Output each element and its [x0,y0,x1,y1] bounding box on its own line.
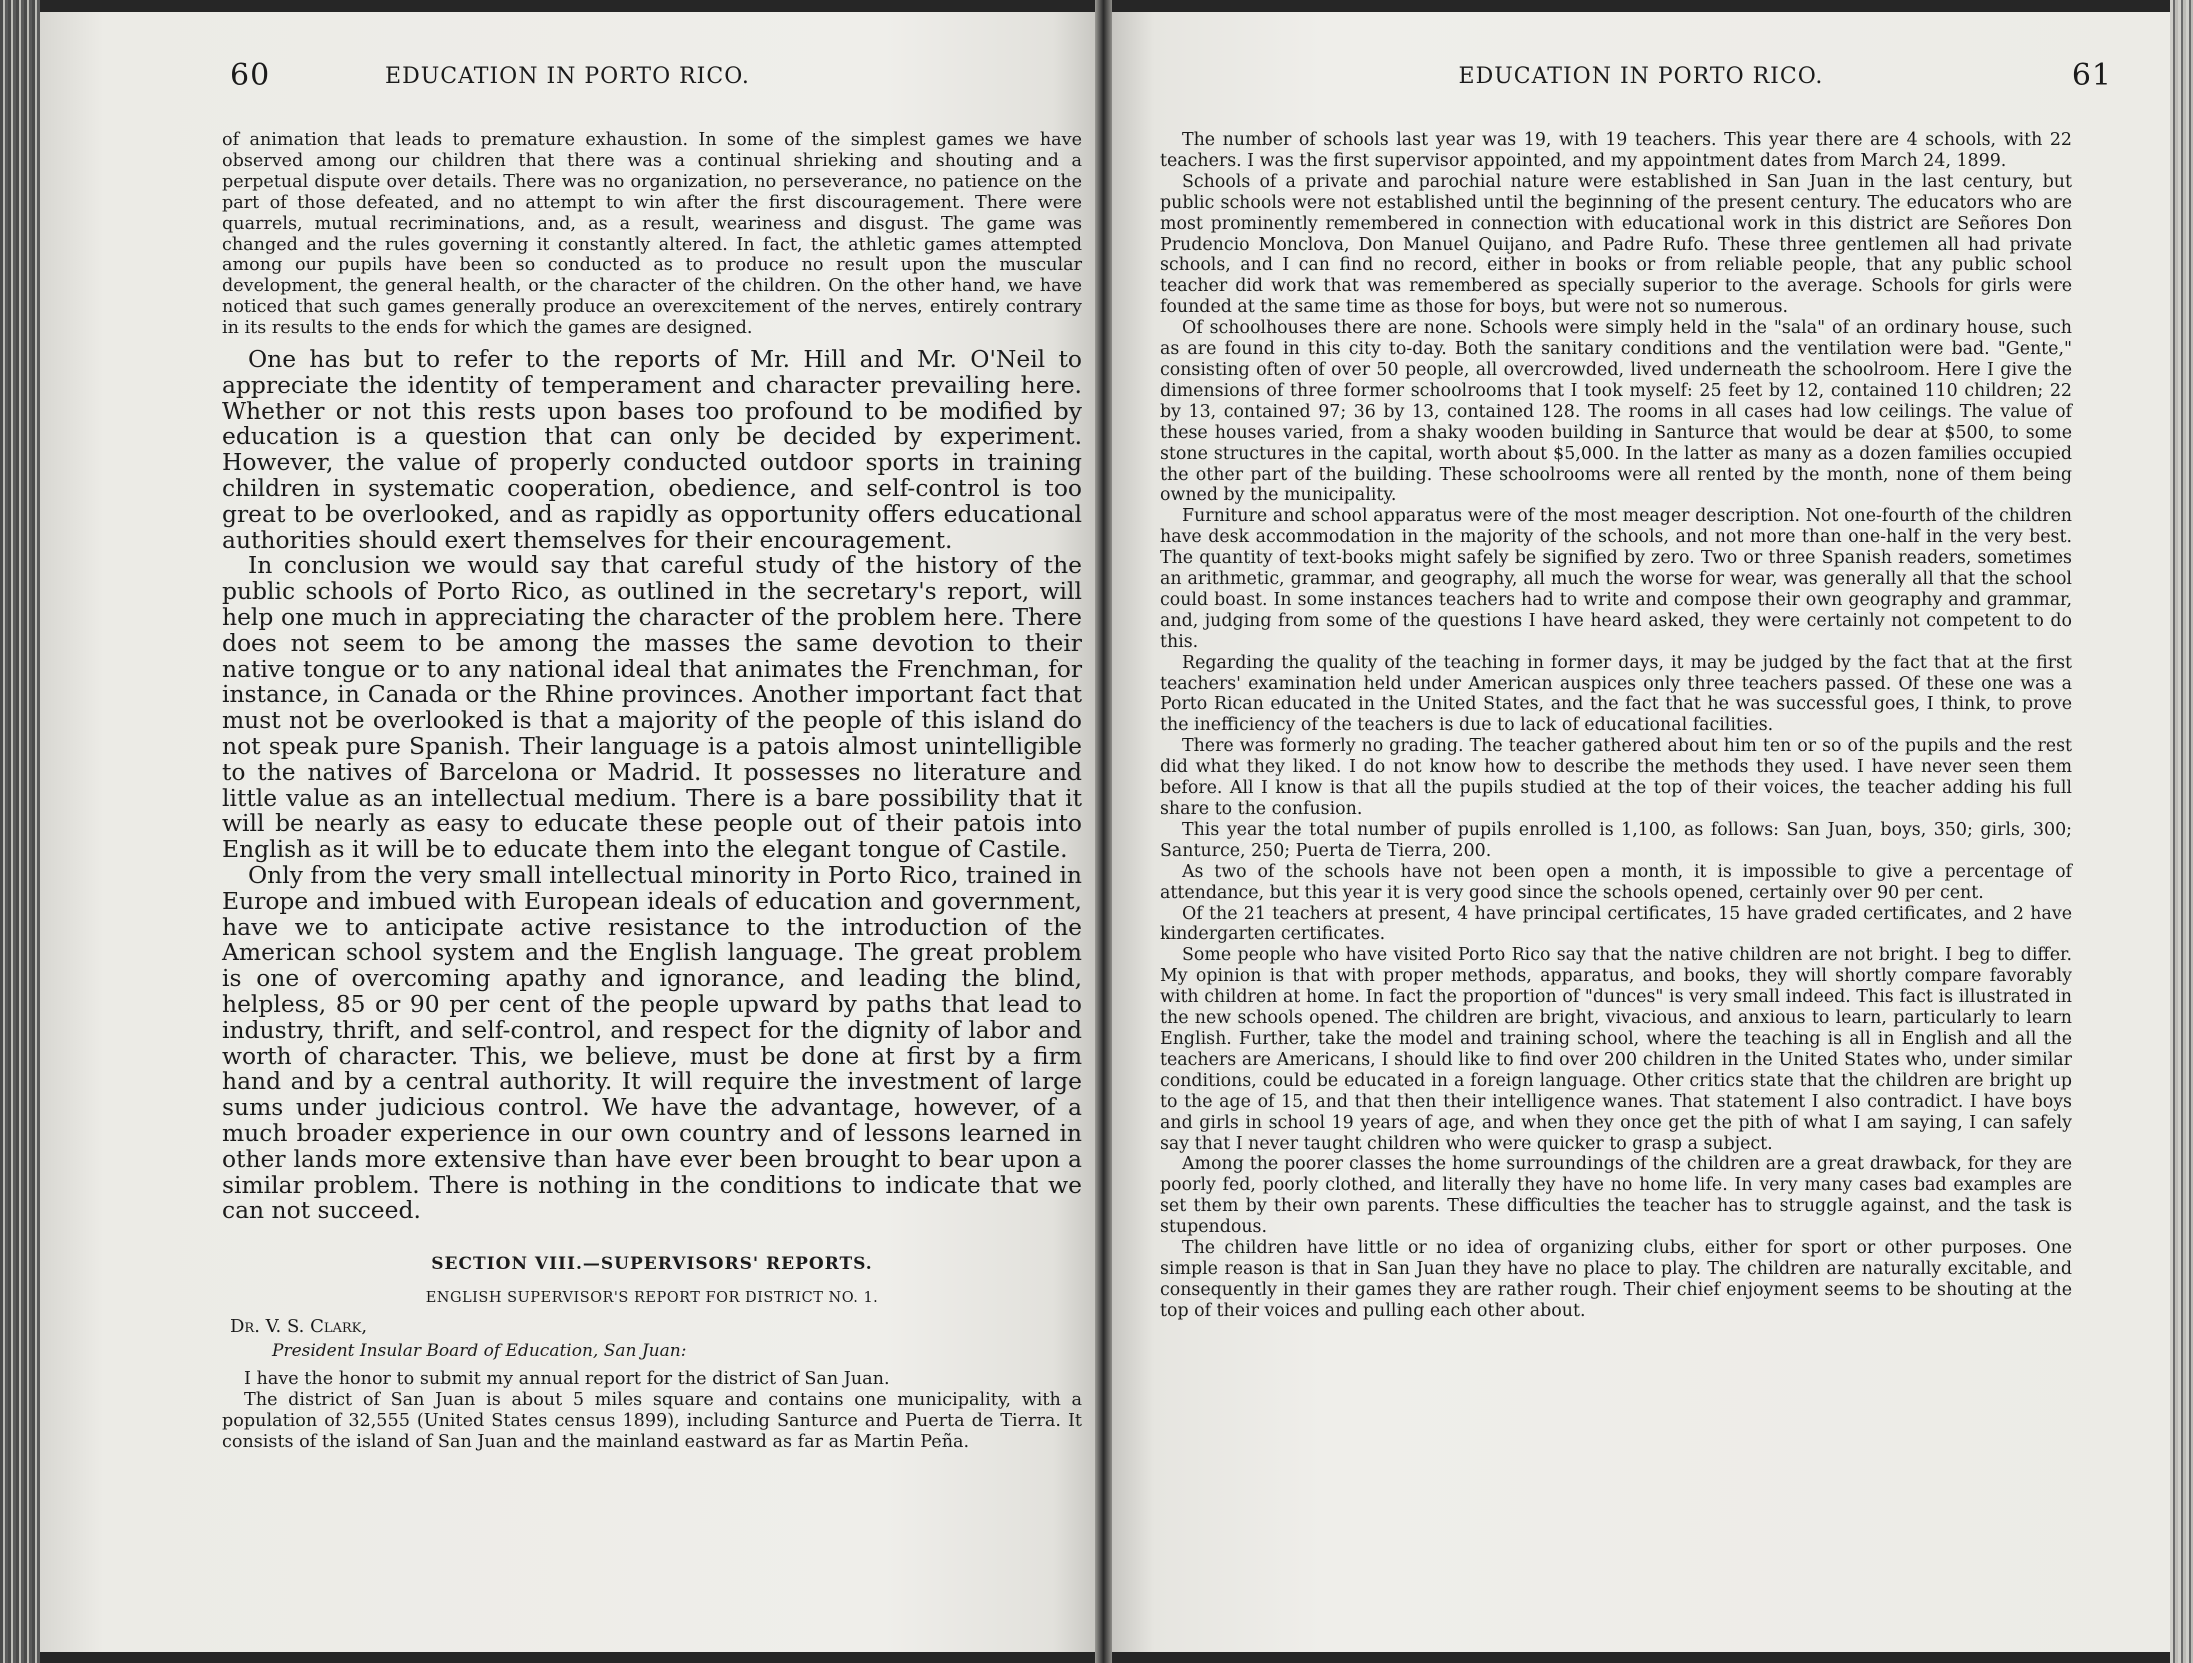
report-heading: ENGLISH SUPERVISOR'S REPORT FOR DISTRICT NO. 1. [425,1290,879,1307]
right-paragraph-4: Furniture and school apparatus were of the most meager description. Not one-fourth of the children have desk accommodation in the majority of the schools, and not more than one-half in the very best. The quantity of text-books might safely be signified by zero. Two or three Spanish readers, sometimes an arithmetic, grammar, and geography, all much the worse for wear, was generally all that the school could boast. In some instances teachers had to write and compose their own geography and grammar, and, judging from some of the questions I have heard asked, they were certainly not competent to do this. [1160,506,2072,652]
left-page [40,12,1095,1652]
section-heading: SECTION VIII.—SUPERVISORS' REPORTS. [431,1254,873,1275]
left-page-number: 60 [230,58,271,93]
right-paragraph-6: There was formerly no grading. The teacher gathered about him ten or so of the pupils and the rest did what they liked. I do not know how to describe the methods they used. I have never seen them before. All I know is that all the pupils studied at the top of their voices, the teacher adding his full share to the confusion. [1160,736,2072,819]
page-edges-right [2170,0,2193,1663]
left-quoted-paragraph: of animation that leads to premature exhaustion. In some of the simplest games we have observed among our children that there was a continual shrieking and shouting and a perpetual dispute over details. There was no organization, no perseverance, no patience on the part of those defeated, and no attempt to win after the first discouragement. There were quarrels, mutual recriminations, and, as a result, weariness and disgust. The game was changed and the rules governing it constantly altered. In fact, the athletic games attempted among our pupils have been so conducted as to produce no result upon the muscular development, the general health, or the character of the children. On the other hand, we have noticed that such games generally produce an overexcitement of the nerves, entirely contrary in its results to the ends for which the games are designed. [222,130,1082,339]
right-paragraph-5: Regarding the quality of the teaching in former days, it may be judged by the fact that at the first teachers' examination held under American auspices only three teachers passed. Of these one was a Porto Rican educated in the United States, and the fact that he was successful goes, I think, to prove the inefficiency of the teachers is due to lack of educational facilities. [1160,652,2072,736]
right-running-title: EDUCATION IN PORTO RICO. [1458,64,1824,89]
book-gutter [1095,0,1112,1663]
right-paragraph-12: The children have little or no idea of organizing clubs, either for sport or other purposes. One simple reason is that in San Juan they have no place to play. The children are naturally excitable, and consequently in their games they are rather rough. Their chief enjoyment seems to be shouting at the top of their voices and pulling each other about. [1160,1238,2072,1321]
right-paragraph-1: The number of schools last year was 19, with 19 teachers. This year there are 4 schools, with 22 teachers. I was the first supervisor appointed, and my appointment dates from March 24, 1899. [1160,130,2072,171]
right-paragraph-8: As two of the schools have not been open a month, it is impossible to give a percentage of attendance, but this year it is very good since the schools opened, certainly over 90 per cent. [1160,861,2072,903]
right-paragraph-3: Of schoolhouses there are none. Schools were simply held in the "sala" of an ordinary house, such as are found in this city to-day. Both the sanitary conditions and the ventilation were bad. "Gente," consisting often of over 50 people, all overcrowded, lived underneath the schoolroom. Here I give the dimensions of three former schoolrooms that I took myself: 25 feet by 12, contained 110 children; 22 by 13, contained 97; 36 by 13, contained 128. The rooms in all cases had low ceilings. The value of these houses varied, from a shaky wooden building in Santurce that would be dear at $500, to some stone structures in the capital, worth about $5,000. In the latter as many as a dozen families occupied the other part of the building. These schoolrooms were all rented by the month, none of them being owned by the municipality. [1160,318,2072,506]
addressee-name-text: Dr. V. S. Clark, [230,1316,368,1338]
right-page [1112,12,2170,1652]
right-paragraph-7: This year the total number of pupils enrolled is 1,100, as follows: San Juan, boys, 350; girls, 300; Santurce, 250; Puerta de Tierra, 200. [1160,819,2072,861]
right-paragraph-2: Schools of a private and parochial nature were established in San Juan in the last century, but public schools were not established until the beginning of the present century. The educators who are most prominently remembered in connection with educational work in this district are Señores Don Prudencio Monclova, Don Manuel Quijano, and Padre Rufo. These three gentlemen all had private schools, and I can find no record, either in books or from reliable people, that any public school teacher did work that was remembered as specially superior to the average. Schools for girls were founded at the same time as those for boys, but were not so numerous. [1160,171,2072,318]
left-paragraph-2: In conclusion we would say that careful study of the history of the public schools of Porto Rico, as outlined in the secretary's report, will help one much in appreciating the character of the problem here. There does not seem to be among the masses the same devotion to their native tongue or to any national ideal that animates the Frenchman, for instance, in Canada or the Rhine provinces. Another important fact that must not be overlooked is that a majority of the people of this island do not speak pure Spanish. Their language is a patois almost unintelligible to the natives of Barcelona or Madrid. It possesses no literature and little value as an intellectual medium. There is a bare possibility that it will be nearly as easy to educate these people out of their patois into English as it will be to educate them into the elegant tongue of Castile. [222,551,1082,864]
right-text-column [1160,130,2072,1322]
right-paragraph-9: Of the 21 teachers at present, 4 have principal certificates, 15 have graded certificates, and 2 have kindergarten certificates. [1160,903,2072,945]
report-paragraph-1: I have the honor to submit my annual report for the district of San Juan. [244,1369,890,1390]
right-paragraph-10: Some people who have visited Porto Rico say that the native children are not bright. I beg to differ. My opinion is that with proper methods, apparatus, and books, they will shortly compare favorably with children at home. In fact the proportion of "dunces" is very small indeed. This fact is illustrated in the new schools opened. The children are bright, vivacious, and anxious to learn, particularly to learn English. Further, take the model and training school, where the teaching is all in English and all the teachers are Americans, I should like to find over 200 children in the United States who, under similar conditions, could be educated in a foreign language. Other critics state that the children are bright up to the age of 15, and that then their intelligence wanes. That statement I also contradict. I have boys and girls in school 19 years of age, and when they once get the pith of what I am saying, I can safely say that I never taught children who were quicker to grasp a subject. [1160,945,2072,1154]
addressee-title: President Insular Board of Education, San Juan: [272,1341,687,1362]
page-edges-left [0,0,40,1663]
right-paragraph-11: Among the poorer classes the home surroundings of the children are a great drawback, for they are poorly fed, poorly clothed, and literally they have no home life. In very many cases bad examples are set them by their own parents. These difficulties the teacher has to struggle against, and the task is stupendous. [1160,1154,2072,1238]
left-running-title: EDUCATION IN PORTO RICO. [385,64,750,89]
addressee-name [230,1316,1082,1337]
left-paragraph-1: One has but to refer to the reports of Mr. Hill and Mr. O'Neil to appreciate the identity of temperament and character prevailing here. Whether or not this rests upon bases too profound to be modified by education is a question that can only be decided by experiment. However, the value of properly conducted outdoor sports in training children in systematic cooperation, obedience, and self-control is too great to be overlooked, and as rapidly as opportunity offers educational authorities should exert themselves for their encouragement. [222,345,1082,554]
report-paragraph-2: The district of San Juan is about 5 miles square and contains one municipality, with a population of 32,555 (United States census 1899), including Santurce and Puerta de Tierra. It consists of the island of San Juan and the mainland eastward as far as Martin Peña. [222,1390,1082,1452]
right-page-number: 61 [2071,58,2112,93]
left-paragraph-3: Only from the very small intellectual minority in Porto Rico, trained in Europe and imbued with European ideals of education and government, have we to anticipate active resistance to the introduction of the American school system and the English language. The great problem is one of overcoming apathy and ignorance, and leading the blind, helpless, 85 or 90 per cent of the people upward by paths that lead to industry, thrift, and self-control, and respect for the dignity of labor and worth of character. This, we believe, must be done at first by a firm hand and by a central authority. It will require the investment of large sums under judicious control. We have the advantage, however, of a much broader experience in our own country and of lessons learned in other lands more extensive than have ever been brought to bear upon a similar problem. There is nothing in the conditions to indicate that we can not succeed. [222,861,1082,1225]
left-text-column [222,130,1082,1453]
